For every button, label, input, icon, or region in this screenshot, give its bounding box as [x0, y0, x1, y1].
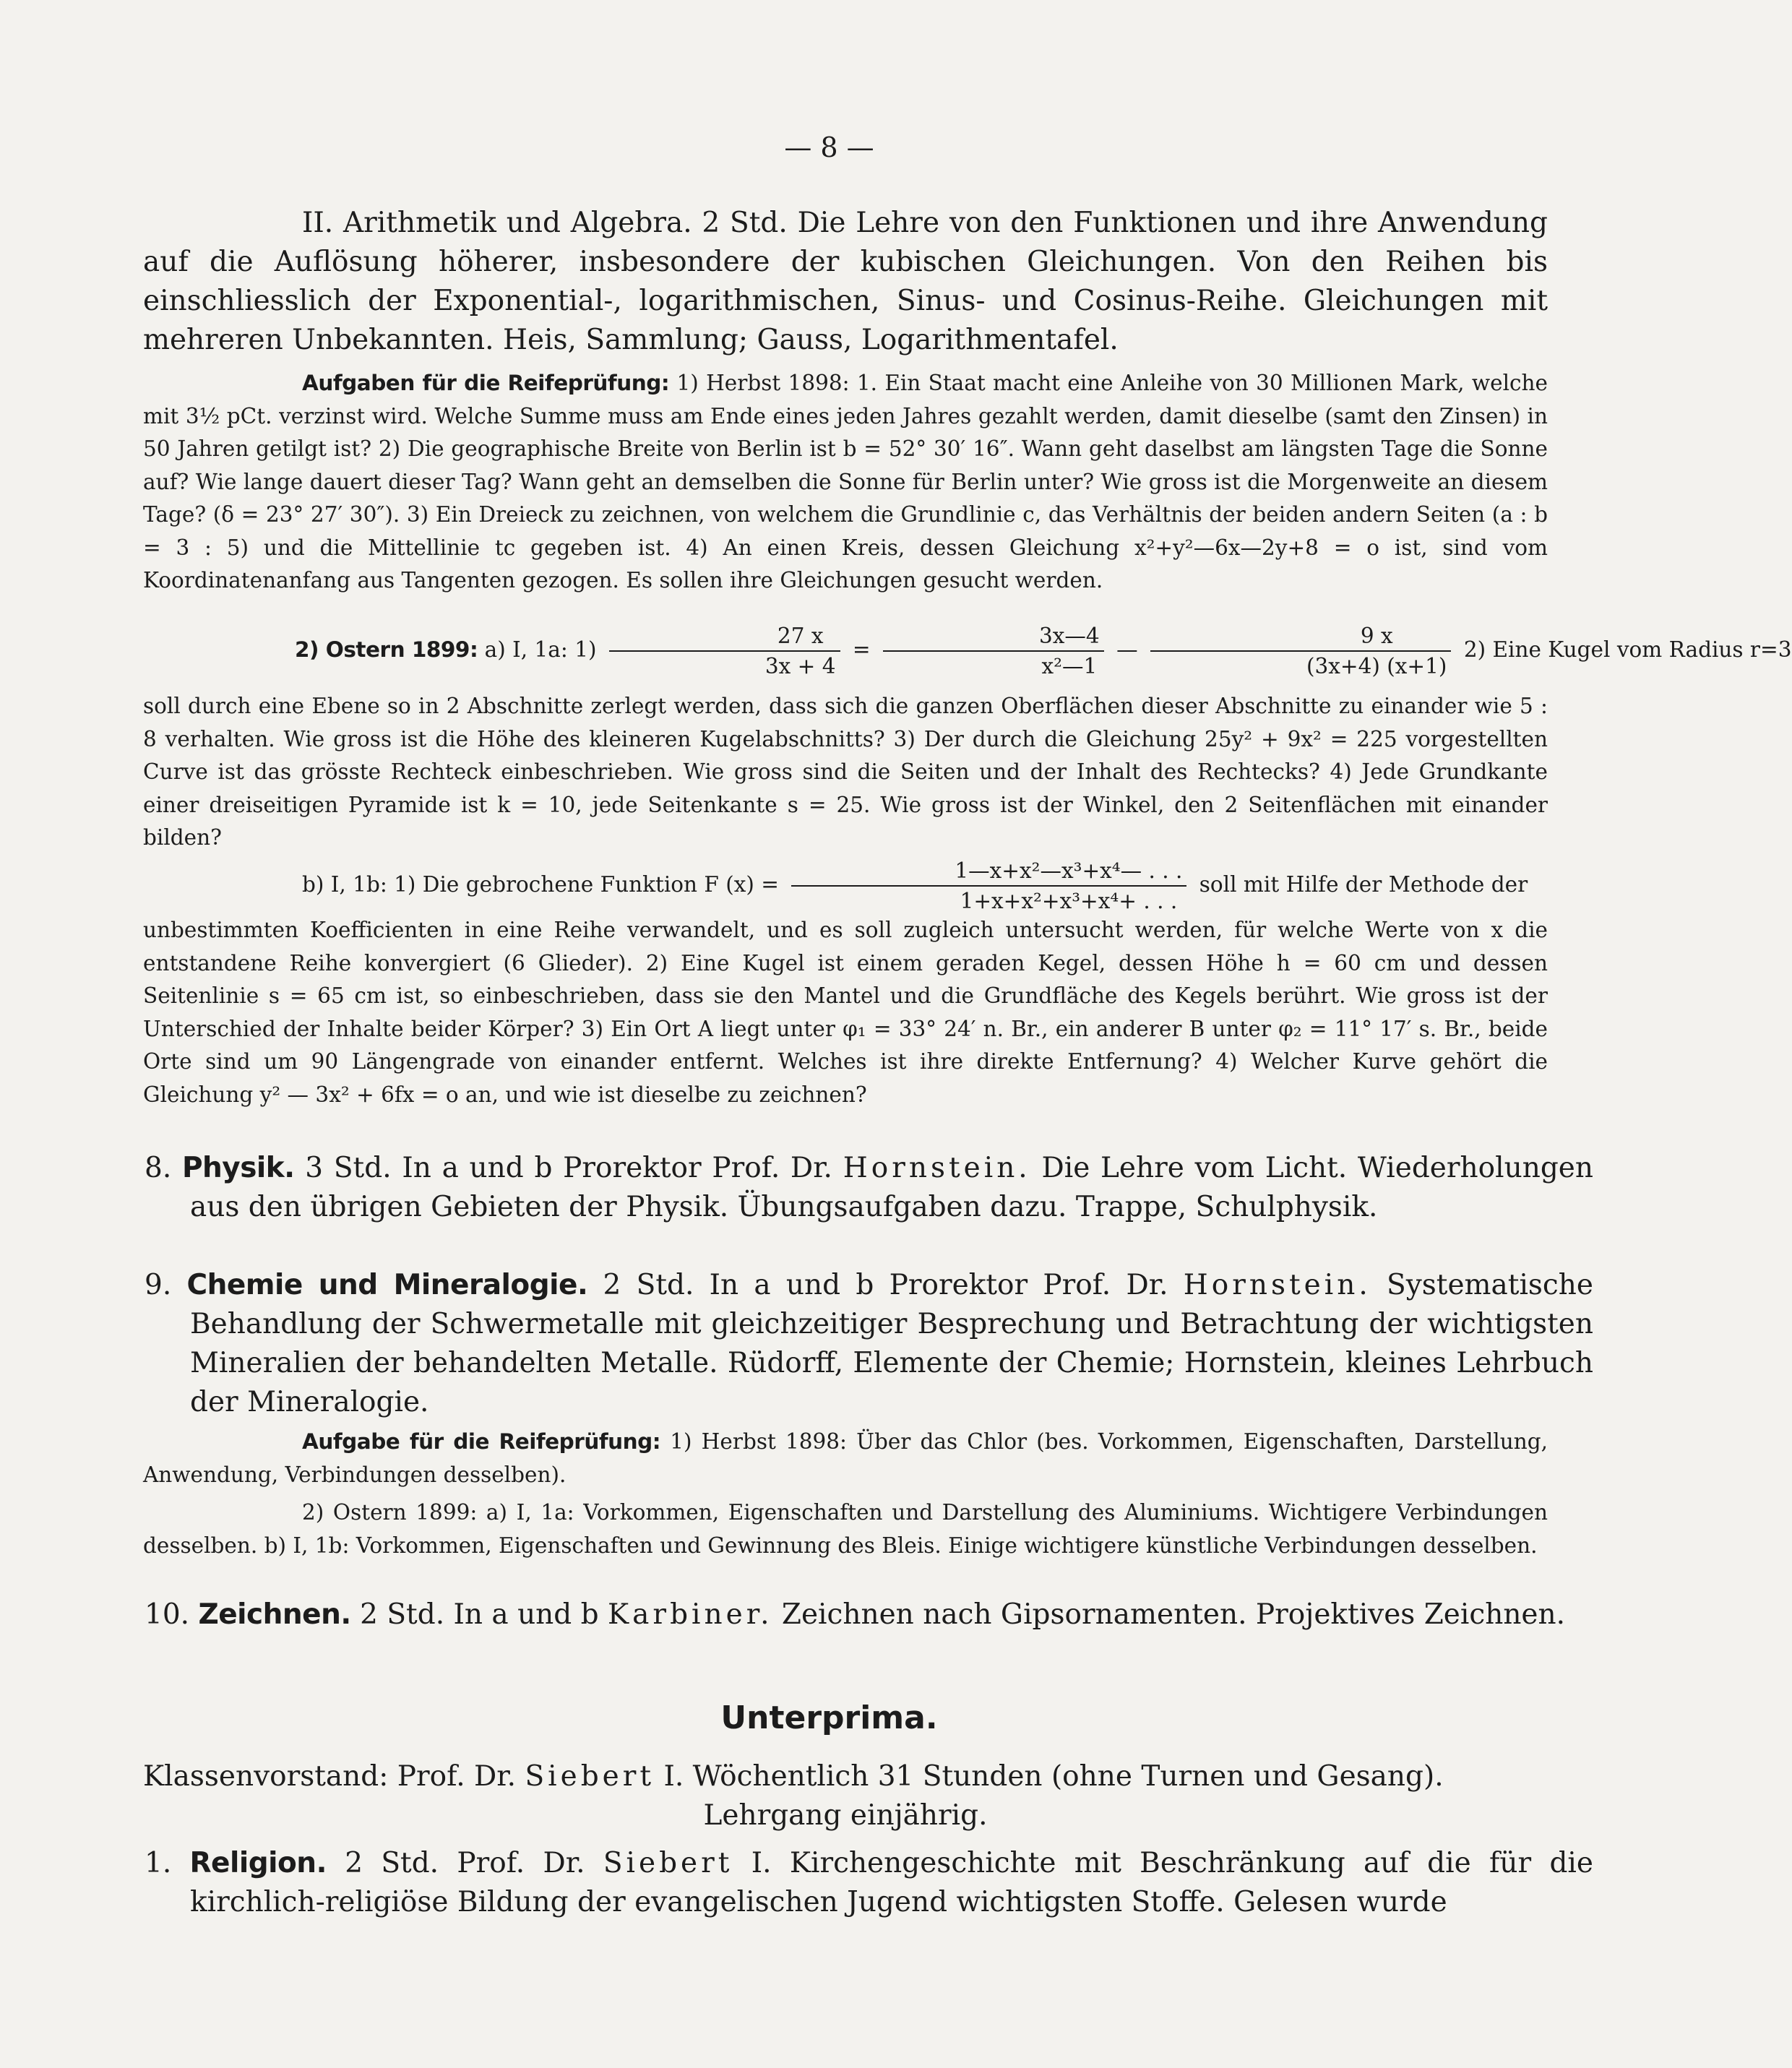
equals-sign: =	[852, 637, 871, 662]
arithmetik-text: II. Arithmetik und Algebra. 2 Std. Die Lehre von den Funktionen und ihre Anwendung auf die Auflösung höherer, insbesondere der kubischen Gleichungen. Von den Reihen bis einschliesslich der Exponential-, logarithmischen, Sinus- und Cosinus-Reihe. Gleichungen mit mehreren Unbekannten. Heis, Sammlung; Gauss, Logarithmentafel.	[143, 207, 1548, 356]
lehrgang-line	[143, 1796, 1548, 1835]
fraction-2-numerator: 3x—4	[883, 621, 1104, 652]
ib-fraction-denominator: 1+x+x²+x³+x⁴+ . . .	[960, 889, 1178, 913]
religion-hours: 2 Std.	[345, 1847, 439, 1879]
klassenvorstand-line	[143, 1757, 1548, 1796]
religion-mid: Prof. Dr.	[457, 1847, 585, 1879]
reifepruefung-arithmetik	[143, 367, 1548, 598]
klassenvorstand-rest: I. Wöchentlich 31 Stunden (ohne Turnen und Gesang).	[663, 1760, 1444, 1793]
physik-text: Die Lehre vom Licht. Wiederholungen aus den übrigen Gebieten der Physik. Übungsaufgaben dazu. Trappe, Schulphysik.	[190, 1152, 1593, 1223]
chemie-mid: In a und b Prorektor Prof. Dr.	[709, 1269, 1168, 1301]
ostern-rest-paragraph	[143, 690, 1548, 855]
ostern-equation-line	[143, 621, 1792, 681]
religion-teacher: Siebert	[603, 1847, 733, 1879]
chemie-section	[145, 1266, 1593, 1422]
fraction-3	[1150, 621, 1451, 681]
religion-number: 1.	[145, 1847, 172, 1879]
section-heading-unterprima: Unterprima.	[720, 1699, 938, 1736]
ib-rest-text: unbestimmten Koefficienten in eine Reihe verwandelt, und es soll zugleich untersucht werden, für welche Werte von x die entstandene Reihe konvergiert (6 Glieder). 2) Eine Kugel ist einem geraden Kegel, dessen Höhe h = 60 cm und dessen Seitenlinie s = 65 cm ist, so einbeschrieben, dass sie den Mantel und die Grundfläche des Kegels berührt. Wie gross ist der Unterschied der Inhalte beider Körper? 3) Ein Ort A liegt unter φ₁ = 33° 24′ n. Br., ein anderer B unter φ₂ = 11° 17′ s. Br., beide Orte sind um 90 Längengrade von einander entfernt. Welches ist ihre direkte Entfernung? 4) Welcher Kurve gehört die Gleichung y² — 3x² + 6fx = o an, und wie ist dieselbe zu zeichnen?	[143, 918, 1548, 1107]
zeichnen-number: 10.	[145, 1598, 190, 1631]
klassenvorstand-label: Klassenvorstand: Prof. Dr.	[143, 1760, 517, 1793]
religion-title: Religion.	[189, 1847, 327, 1879]
ib-tail: soll mit Hilfe der Methode der	[1199, 872, 1528, 897]
ib-equation-line	[143, 856, 1548, 915]
physik-hours: 3 Std.	[305, 1152, 392, 1184]
aufgabe-herbst-text: 1) Herbst 1898: Über das Chlor (bes. Vorkommen, Eigenschaften, Darstellung, Anwendung, Verbindungen desselben).	[143, 1429, 1548, 1487]
ostern-prefix: a) I, 1a: 1)	[484, 637, 597, 662]
physik-teacher: Hornstein.	[843, 1152, 1031, 1184]
religion-section	[145, 1844, 1593, 1922]
fraction-2-denominator: x²—1	[1041, 654, 1098, 678]
physik-mid: In a und b Prorektor Prof. Dr.	[402, 1152, 832, 1184]
zeichnen-teacher: Karbiner.	[608, 1598, 773, 1631]
fraction-1	[609, 621, 840, 681]
zeichnen-mid: In a und b	[453, 1598, 599, 1631]
religion-text: I. Kirchengeschichte mit Beschränkung auf die für die kirchlich-religiöse Bildung der evangelischen Jugend wichtigsten Stoffe. Gelesen wurde	[190, 1847, 1593, 1918]
reifepruefung-chemie	[143, 1426, 1548, 1491]
ostern-tail: 2) Eine Kugel vom Radius r=3	[1463, 637, 1792, 662]
ostern-rest-text: soll durch eine Ebene so in 2 Abschnitte zerlegt werden, dass sich die ganzen Oberflächen dieser Abschnitte zu einander wie 5 : 8 verhalten. Wie gross ist die Höhe des kleineren Kugelabschnitts? 3) Der durch die Gleichung 25y² + 9x² = 225 vorgestellten Curve ist das grösste Rechteck einbeschrieben. Wie gross sind die Seiten und der Inhalt des Rechtecks? 4) Jede Grundkante einer dreiseitigen Pyramide ist k = 10, jede Seitenkante s = 25. Wie gross ist der Winkel, den 2 Seitenflächen mit einander bilden?	[143, 694, 1548, 850]
zeichnen-section	[145, 1595, 1593, 1634]
chemie-teacher: Hornstein.	[1183, 1269, 1371, 1301]
fraction-3-numerator: 9 x	[1150, 621, 1451, 652]
chemie-hours: 2 Std.	[603, 1269, 694, 1301]
zeichnen-hours: 2 Std.	[360, 1598, 445, 1631]
fraction-3-denominator: (3x+4) (x+1)	[1306, 654, 1447, 678]
fraction-1-denominator: 3x + 4	[764, 654, 836, 678]
zeichnen-text: Zeichnen nach Gipsornamenten. Projektives Zeichnen.	[781, 1598, 1566, 1631]
fraction-1-numerator: 27 x	[609, 621, 840, 652]
ostern-label: 2) Ostern 1899:	[295, 637, 478, 662]
reifepruefung-chemie-ostern	[143, 1496, 1548, 1562]
arithmetik-paragraph	[143, 204, 1548, 360]
physik-title: Physik.	[181, 1152, 295, 1184]
aufgabe-ostern-text: 2) Ostern 1899: a) I, 1a: Vorkommen, Eigenschaften und Darstellung des Aluminiums. Wichtigere Verbindungen desselben. b) I, 1b: Vorkommen, Eigenschaften und Gewinnung des Bleis. Einige wichtigere künstliche Verbindungen desselben.	[143, 1500, 1548, 1558]
page-number: — 8 —	[784, 132, 874, 163]
aufgabe-label: Aufgabe für die Reifeprüfung:	[302, 1429, 661, 1454]
physik-section	[145, 1149, 1593, 1227]
lehrgang-text: Lehrgang einjährig.	[703, 1799, 988, 1832]
minus-sign: —	[1116, 637, 1138, 662]
chemie-title: Chemie und Mineralogie.	[186, 1269, 588, 1301]
zeichnen-title: Zeichnen.	[198, 1598, 351, 1631]
aufgaben-label: Aufgaben für die Reifeprüfung:	[302, 371, 670, 395]
fraction-2	[883, 621, 1104, 681]
physik-number: 8.	[145, 1152, 172, 1184]
ib-fraction	[791, 856, 1186, 915]
klassenvorstand-name: Siebert	[525, 1760, 655, 1793]
chemie-text: Systematische Behandlung der Schwermetalle mit gleichzeitiger Besprechung und Betrachtung der wichtigsten Mineralien der behandelten Metalle. Rüdorff, Elemente der Chemie; Hornstein, kleines Lehrbuch der Mineralogie.	[190, 1269, 1593, 1418]
aufgaben-herbst-text: 1) Herbst 1898: 1. Ein Staat macht eine Anleihe von 30 Millionen Mark, welche mit 3½ pCt. verzinst wird. Welche Summe muss am Ende eines jeden Jahres gezahlt werden, damit dieselbe (samt den Zinsen) in 50 Jahren getilgt ist? 2) Die geographische Breite von Berlin ist b = 52° 30′ 16″. Wann geht daselbst am längsten Tage die Sonne auf? Wie lange dauert dieser Tag? Wann geht an demselben die Sonne für Berlin unter? Wie gross ist die Morgenweite an diesem Tage? (δ = 23° 27′ 30″). 3) Ein Dreieck zu zeichnen, von welchem die Grundlinie c, das Verhältnis der beiden andern Seiten (a : b = 3 : 5) und die Mittellinie tc gegeben ist. 4) An einen Kreis, dessen Gleichung x²+y²—6x—2y+8 = o ist, sind vom Koordinatenanfang aus Tangenten gezogen. Es sollen ihre Gleichungen gesucht werden.	[143, 371, 1548, 593]
ib-prefix: b) I, 1b: 1) Die gebrochene Funktion F (x) =	[302, 872, 779, 897]
ib-fraction-numerator: 1—x+x²—x³+x⁴— . . .	[791, 856, 1186, 887]
ib-rest-paragraph	[143, 914, 1548, 1111]
chemie-number: 9.	[145, 1269, 172, 1301]
